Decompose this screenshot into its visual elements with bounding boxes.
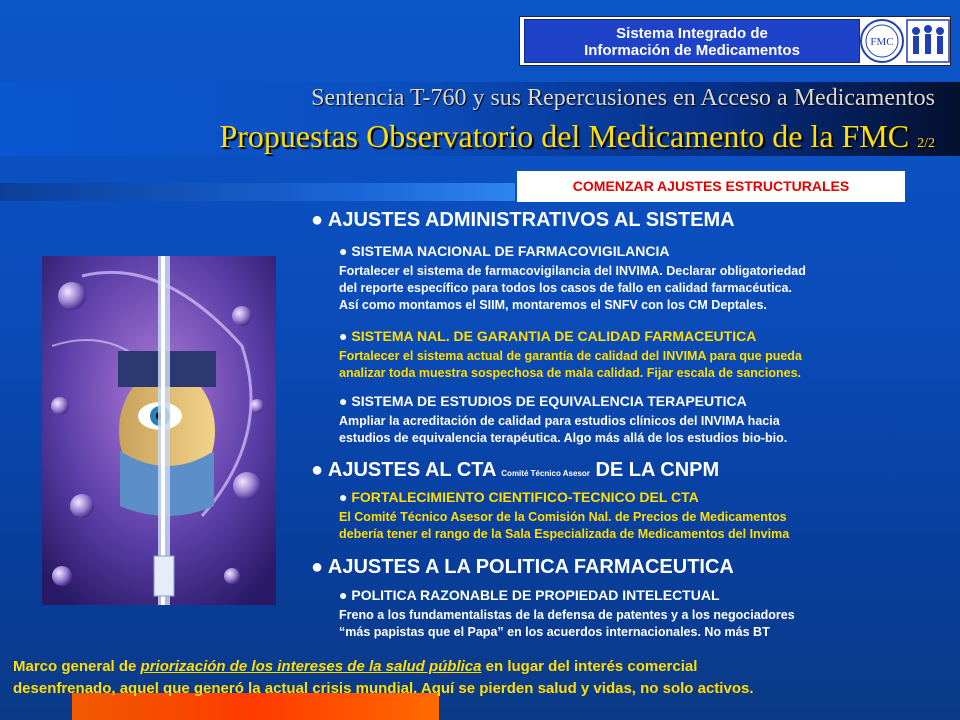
accent-bar (0, 183, 515, 201)
page-fraction: 2/2 (917, 136, 935, 151)
seal-text: FMC (870, 36, 894, 48)
farmacovigilancia-title-text: SISTEMA NACIONAL DE FARMACOVIGILANCIA (351, 243, 670, 259)
bullet-icon: ● (311, 556, 324, 578)
farmacovigilancia-text (339, 263, 806, 314)
garantia-calidad-title (339, 328, 756, 344)
bullet-icon: ● (339, 489, 348, 505)
cta-sub-title (339, 489, 699, 505)
page-title-text: Propuestas Observatorio del Medicamento de la FMC (219, 118, 910, 154)
footer-line-1 (13, 656, 953, 678)
footer-line-2: desenfrenado, aquel que generó la actual crisis mundial. Aquí se pierden salud y vidas, no solo activos. (13, 680, 754, 697)
text-line: “más papistas que el Papa” en los acuerdos internacionales. No más BT (339, 625, 770, 639)
text-line: Fortalecer el sistema de farmacovigilancia del INVIMA. Declarar obligatoriedad (339, 264, 806, 278)
banner-structural-adjustments: COMENZAR AJUSTES ESTRUCTURALES (517, 171, 905, 202)
page-subtitle: Sentencia T-760 y sus Repercusiones en Acceso a Medicamentos (311, 85, 935, 111)
propiedad-intelectual-text (339, 607, 795, 641)
footer-pre: Marco general de (13, 658, 141, 675)
bullet-icon: ● (339, 328, 348, 344)
propiedad-intelectual-title-text: POLITICA RAZONABLE DE PROPIEDAD INTELECTUAL (351, 587, 720, 603)
text-line: Fortalecer el sistema actual de garantía de calidad del INVIMA para que pueda (339, 349, 802, 363)
section-politica-heading-text: AJUSTES A LA POLITICA FARMACEUTICA (327, 556, 734, 578)
section-politica-heading (311, 556, 734, 579)
medical-illustration (42, 256, 276, 605)
page-title (219, 118, 935, 155)
bullet-icon: ● (339, 587, 348, 603)
cta-sub-title-text: FORTALECIMIENTO CIENTIFICO-TECNICO DEL CTA (351, 489, 699, 505)
people-logo-icon (906, 19, 950, 63)
bullet-icon: ● (339, 393, 348, 409)
equivalencia-title-text: SISTEMA DE ESTUDIOS DE EQUIVALENCIA TERAPEUTICA (351, 393, 747, 409)
cta-heading-a: AJUSTES AL CTA (327, 459, 496, 481)
text-line: estudios de equivalencia terapéutica. Algo más allá de los estudios bio-bio. (339, 431, 788, 445)
cta-heading-b: DE LA CNPM (595, 459, 720, 481)
farmacovigilancia-title (339, 243, 669, 259)
footer-post: en lugar del interés comercial (481, 658, 698, 675)
logo-title (524, 19, 860, 63)
cta-heading-small: Comité Técnico Asesor (501, 469, 590, 478)
section-cta-heading (311, 459, 719, 482)
equivalencia-text (339, 413, 787, 447)
fmc-seal-icon (859, 18, 905, 64)
section-admin-heading (311, 209, 735, 232)
bullet-icon: ● (311, 459, 324, 481)
text-line: Ampliar la acreditación de calidad para estudios clínicos del INVIMA hacia (339, 414, 780, 428)
footer-highlight: priorización de los intereses de la salud pública (140, 658, 482, 675)
cta-sub-text (339, 509, 789, 543)
section-admin-heading-text: AJUSTES ADMINISTRATIVOS AL SISTEMA (327, 209, 735, 231)
text-line: El Comité Técnico Asesor de la Comisión Nal. de Precios de Medicamentos (339, 510, 787, 524)
text-line: debería tener el rango de la Sala Especializada de Medicamentos del Invima (339, 527, 790, 541)
equivalencia-title (339, 393, 747, 409)
logo-line-1: Sistema Integrado de (616, 25, 768, 42)
bullet-icon: ● (339, 243, 348, 259)
logo-line-2: Información de Medicamentos (584, 42, 800, 59)
text-line: Así como montamos el SIIM, montaremos el SNFV con los CM Deptales. (339, 298, 767, 312)
footer-statement (13, 656, 953, 700)
text-line: del reporte específico para todos los casos de fallo en calidad farmacéutica. (339, 281, 792, 295)
logo-banner (519, 16, 951, 66)
bullet-icon: ● (311, 209, 324, 231)
text-line: analizar toda muestra sospechosa de mala calidad. Fijar escala de sanciones. (339, 366, 802, 380)
garantia-calidad-title-text: SISTEMA NAL. DE GARANTIA DE CALIDAD FARMACEUTICA (351, 328, 757, 344)
text-line: Freno a los fundamentalistas de la defensa de patentes y a los negociadores (339, 608, 795, 622)
propiedad-intelectual-title (339, 587, 720, 603)
garantia-calidad-text (339, 348, 802, 382)
